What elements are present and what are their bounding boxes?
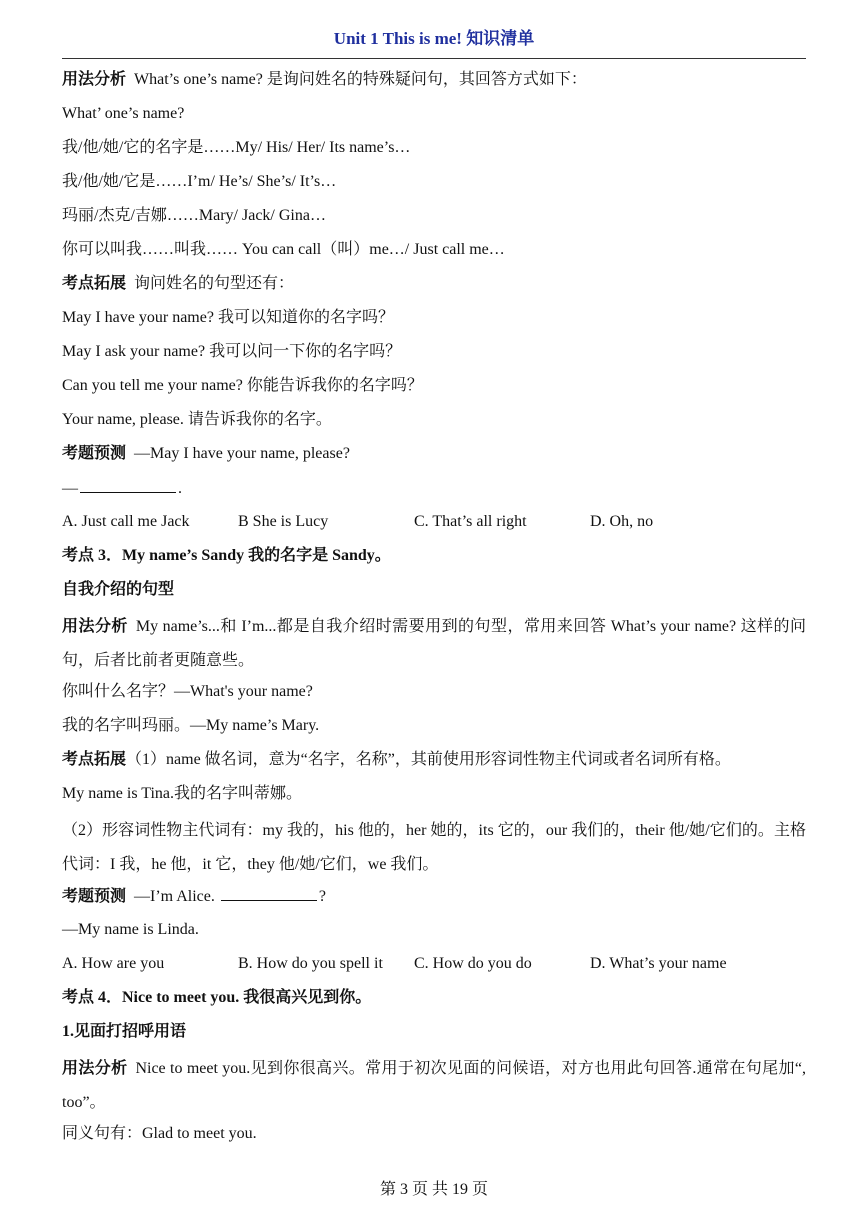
text: （1）name 做名词，意为“名字，名称”，其前使用形容词性物主代词或者名词所有格。: [126, 751, 731, 768]
text-line: Can you tell me your name? 你能告诉我你的名字吗？: [62, 377, 423, 394]
text: 询问姓名的句型还有：: [134, 275, 295, 292]
extension-2: [62, 746, 806, 780]
text-line: 我的名字叫玛丽。—My name’s Mary.: [62, 717, 320, 734]
header-rule: [62, 58, 806, 59]
section-tag: 考点拓展: [62, 751, 127, 768]
page-number: 第 3 页 共 19 页: [379, 1181, 488, 1198]
text-line: What’ one’s name?: [62, 105, 185, 122]
text-line: My name is Tina.我的名字叫蒂娜。: [62, 785, 303, 802]
section-tag: 用法分析: [62, 1060, 128, 1077]
key-point-3-heading: 考点 3．My name’s Sandy 我的名字是 Sandy。: [62, 547, 391, 564]
option-b: B She is Lucy: [238, 513, 329, 530]
section-tag: 考点拓展: [62, 275, 127, 292]
exam-question-2: [62, 882, 806, 916]
option-b: B. How do you spell it: [238, 955, 383, 972]
options-q1: [62, 508, 806, 542]
section-tag: 考题预测: [62, 888, 127, 905]
options-q2: [62, 950, 806, 984]
text: —May I have your name, please?: [134, 445, 350, 462]
subheading: 自我介绍的句型: [62, 581, 175, 598]
period: .: [178, 480, 182, 497]
option-d: D. What’s your name: [590, 955, 727, 972]
text: —I’m Alice.: [134, 888, 215, 905]
option-a: A. How are you: [62, 955, 165, 972]
text-line: 我/他/她/它是……I’m/ He’s/ She’s/ It’s…: [62, 173, 337, 190]
section-tag: 考题预测: [62, 445, 127, 462]
text-line: —My name is Linda.: [62, 921, 199, 938]
text: My name’s...和 I’m...都是自我介绍时需要用到的句型，常用来回答 What’s your name? 这样的问句，后者比前者更随意些。: [62, 618, 806, 669]
answer-blank-line: [62, 474, 806, 508]
text-paragraph: （2）形容词性物主代词有：my 我的，his 他的，her 她的，its 它的，our 我们的，their 他/她/它们的。主格代词：I 我，he 他，it 它，they 他/她/它们，we 我们。: [62, 822, 806, 873]
document-body: [62, 66, 806, 1154]
text-line: 同义句有：Glad to meet you.: [62, 1125, 257, 1142]
text-line: 你叫什么名字？—What's your name?: [62, 683, 313, 700]
question-mark: ?: [318, 888, 326, 905]
option-c: C. That’s all right: [414, 513, 527, 530]
text-line: Your name, please. 请告诉我你的名字。: [62, 411, 332, 428]
section-tag: 用法分析: [62, 618, 128, 635]
extension-1: [62, 270, 806, 304]
option-d: D. Oh, no: [590, 513, 654, 530]
option-a: A. Just call me Jack: [62, 513, 190, 530]
exam-question-1: [62, 440, 806, 474]
page-header-title: Unit 1 This is me! 知识清单: [333, 29, 535, 48]
dash: —: [62, 480, 78, 497]
text: Nice to meet you.见到你很高兴。常用于初次见面的问候语，对方也用此句回答.通常在句尾加“, too”。: [62, 1060, 806, 1111]
answer-blank: [80, 474, 176, 493]
text: What’s one’s name? 是询问姓名的特殊疑问句，其回答方式如下：: [134, 71, 587, 88]
usage-analysis-2: [62, 610, 806, 678]
text-line: 我/他/她/它的名字是……My/ His/ Her/ Its name’s…: [62, 139, 411, 156]
subheading: 1.见面打招呼用语: [62, 1023, 187, 1040]
text-line: May I ask your name? 我可以问一下你的名字吗？: [62, 343, 402, 360]
usage-analysis-3: [62, 1052, 806, 1120]
text-line: May I have your name? 我可以知道你的名字吗？: [62, 309, 394, 326]
key-point-4-heading: 考点 4．Nice to meet you. 我很高兴见到你。: [62, 989, 372, 1006]
usage-analysis-1: [62, 66, 806, 100]
option-c: C. How do you do: [414, 955, 532, 972]
text-line: 玛丽/杰克/吉娜……Mary/ Jack/ Gina…: [62, 207, 326, 224]
text-line: 你可以叫我……叫我…… You can call（叫）me…/ Just call me…: [62, 241, 505, 258]
answer-blank: [221, 882, 317, 901]
section-tag: 用法分析: [62, 71, 127, 88]
